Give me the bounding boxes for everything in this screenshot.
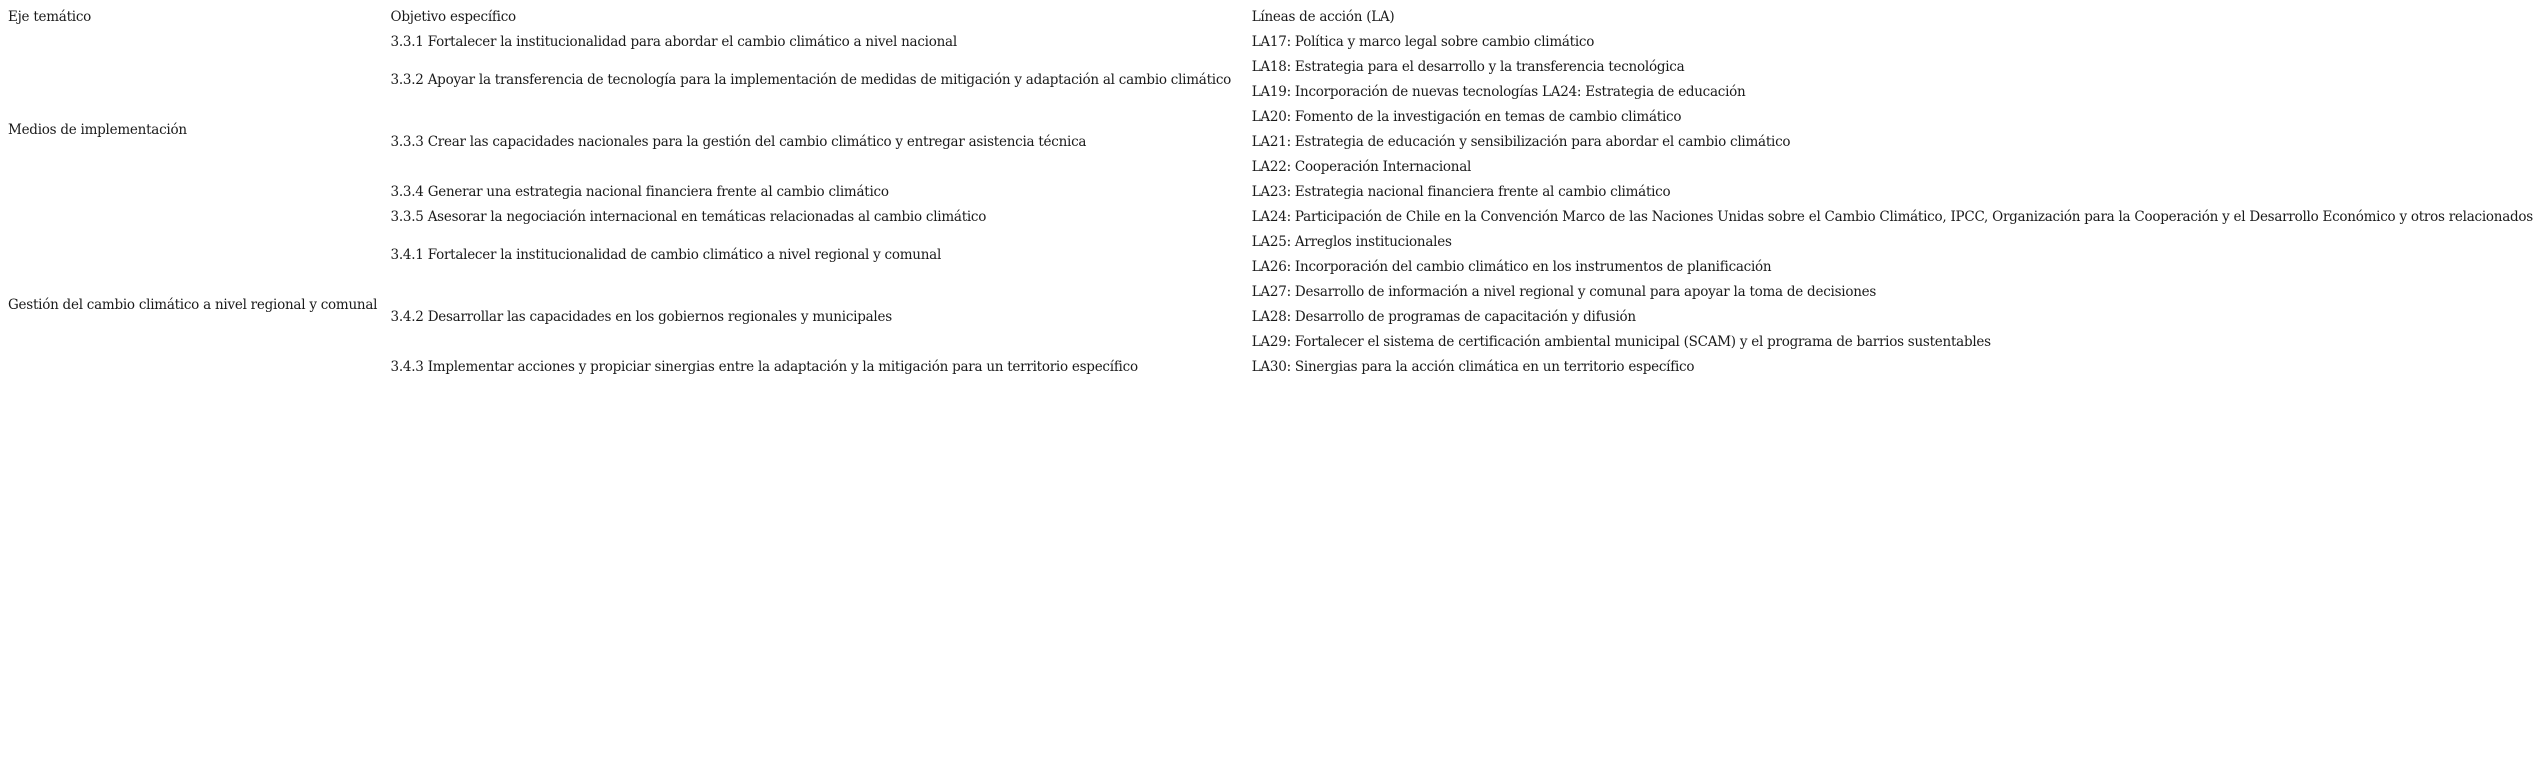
- objetivo-cell: 3.4.1 Fortalecer la institucionalidad de cambio climático a nivel regional y comunal: [390, 246, 942, 263]
- objetivo-cell: 3.3.4 Generar una estrategia nacional financiera frente al cambio climático: [390, 184, 889, 200]
- eje-cell: Medios de implementación: [8, 121, 187, 138]
- linea-cell: LA23: Estrategia nacional financiera frente al cambio climático: [1251, 184, 1671, 200]
- linea-cell: LA27: Desarrollo de información a nivel regional y comunal para apoyar la toma de decisiones: [1251, 284, 1877, 300]
- linea-cell: LA28: Desarrollo de programas de capacitación y difusión: [1251, 309, 1636, 325]
- linea-cell: LA30: Sinergias para la acción climática en un territorio específico: [1251, 359, 1695, 375]
- header-objetivo-especifico: Objetivo específico: [390, 9, 516, 25]
- linea-cell: LA20: Fomento de la investigación en temas de cambio climático: [1251, 109, 1682, 125]
- objetivo-cell: 3.3.2 Apoyar la transferencia de tecnología para la implementación de medidas de mitigación y adaptación al cambio climático: [390, 71, 1232, 88]
- objetivo-cell: 3.4.2 Desarrollar las capacidades en los gobiernos regionales y municipales: [390, 309, 892, 325]
- objetivo-cell: 3.4.3 Implementar acciones y propiciar sinergias entre la adaptación y la mitigación para un territorio específico: [390, 359, 1138, 375]
- header-eje-tematico: Eje temático: [8, 9, 92, 25]
- objetivo-cell: 3.3.1 Fortalecer la institucionalidad para abordar el cambio climático a nivel nacional: [390, 34, 957, 50]
- linea-cell: LA29: Fortalecer el sistema de certificación ambiental municipal (SCAM) y el programa de barrios sustentables: [1251, 334, 1991, 350]
- table-header-row: [6, 5, 2537, 30]
- linea-cell: LA22: Cooperación Internacional: [1251, 159, 1472, 175]
- header-lineas-de-accion: Líneas de acción (LA): [1251, 9, 1395, 25]
- linea-cell: LA19: Incorporación de nuevas tecnologías LA24: Estrategia de educación: [1251, 84, 1746, 100]
- linea-cell: LA18: Estrategia para el desarrollo y la transferencia tecnológica: [1251, 59, 1685, 75]
- linea-cell: LA24: Participación de Chile en la Convención Marco de las Naciones Unidas sobre el Cambio Climático, IPCC, Organización para la Cooperación y el Desarrollo Económico y otros relacionados: [1251, 209, 2533, 225]
- linea-cell: LA26: Incorporación del cambio climático en los instrumentos de planificación: [1251, 259, 1772, 275]
- objetivo-cell: 3.3.3 Crear las capacidades nacionales para la gestión del cambio climático y entregar asistencia técnica: [390, 134, 1087, 150]
- table-row: [6, 230, 2537, 255]
- action-lines-table: [6, 5, 2537, 380]
- eje-cell: Gestión del cambio climático a nivel regional y comunal: [8, 296, 378, 313]
- table-row: [6, 30, 2537, 55]
- linea-cell: LA17: Política y marco legal sobre cambio climático: [1251, 34, 1595, 50]
- linea-cell: LA25: Arreglos institucionales: [1251, 234, 1452, 250]
- linea-cell: LA21: Estrategia de educación y sensibilización para abordar el cambio climático: [1251, 134, 1791, 150]
- objetivo-cell: 3.3.5 Asesorar la negociación internacional en temáticas relacionadas al cambio climático: [390, 209, 987, 225]
